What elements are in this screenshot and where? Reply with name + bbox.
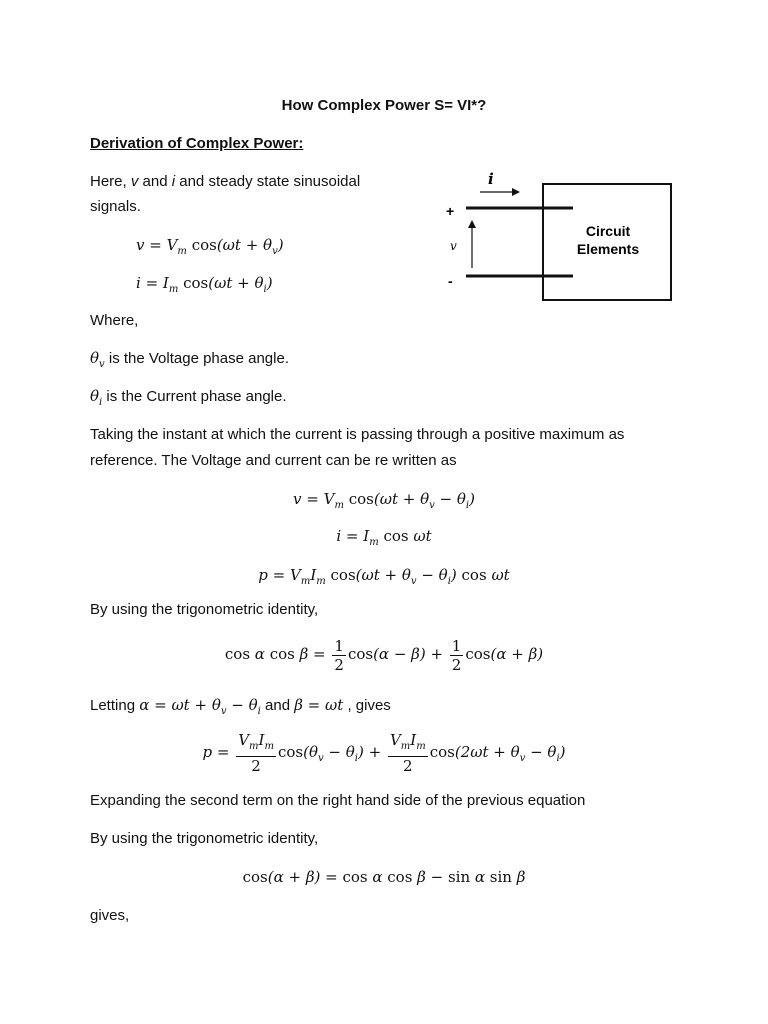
intro-v: v — [130, 173, 139, 190]
equation-voltage: $v = V_m$ $\cos(\omega t + \theta_v)$ — [136, 236, 284, 257]
letting-line: Letting $\alpha = \omega t + \theta_v - \theta_i$ and β = ωt , gives — [90, 696, 391, 717]
intro-and: and — [138, 173, 172, 190]
theta-v-line: $\theta_v$ is the Voltage phase angle. — [90, 349, 289, 370]
gives-text: gives, — [90, 907, 130, 924]
intro-text-a: Here, — [90, 173, 131, 190]
intro-line-1 — [90, 172, 360, 192]
equation-power-1: $p = V_mI_m$ $\cos(\omega t + \theta_v - \theta_i)$ cos ωt — [258, 566, 510, 587]
plus-sign: + — [446, 203, 455, 219]
equation-identity-1: cos α cos β = $\frac{1}{2}$ cos(α − β) + $\frac{1}{2}$ cos(α + β) — [224, 636, 544, 674]
trig-identity-text-2: By using the trigonometric identity, — [90, 830, 319, 847]
current-arrow-head — [512, 188, 520, 196]
intro-i: i — [171, 173, 176, 190]
letting-text: Letting — [90, 697, 140, 714]
expanding-text: Expanding the second term on the right hand side of the previous equation — [90, 792, 586, 809]
box-label-line-2: Elements — [576, 241, 640, 257]
voltage-arrow-head — [468, 220, 476, 228]
equation-identity-2: cos(α + β) = cos α cos β − sin α sin β — [242, 868, 526, 886]
box-label-line-1: Circuit — [585, 223, 631, 239]
taking-line-1: Taking the instant at which the current is passing through a positive maximum as — [90, 426, 625, 443]
circuit-diagram — [440, 170, 680, 310]
theta-v-desc: is the Voltage phase angle. — [104, 350, 289, 367]
page-title: How Complex Power S= VI*? — [281, 97, 487, 114]
letting-gives: , gives — [343, 697, 391, 714]
intro-text-b: and steady state sinusoidal — [175, 173, 361, 190]
equation-power-2: p = $\frac{V_mI_m}{2}$ $\cos(\theta_v - \theta_i)$ + $\frac{V_mI_m}{2}$ $\cos(2\omega t + \theta_v - \theta_i)$ — [202, 731, 566, 775]
where-text: Where, — [90, 312, 139, 329]
theta-i-desc: is the Current phase angle. — [102, 388, 287, 405]
equation-current-ref: $i = I_m$ cos ωt — [336, 527, 432, 548]
taking-line-2: reference. The Voltage and current can be re written as — [90, 452, 457, 469]
section-heading: Derivation of Complex Power: — [90, 135, 304, 152]
equation-voltage-ref: $v = V_m$ $\cos(\omega t + \theta_v - \theta_i)$ — [293, 490, 475, 511]
letting-and: and — [260, 697, 295, 714]
current-label: i — [488, 170, 494, 188]
intro-line-2: signals. — [90, 198, 141, 215]
minus-sign: - — [448, 273, 453, 289]
equation-current: $i = I_m$ $\cos(\omega t + \theta_i)$ — [136, 274, 273, 295]
theta-i-line: $\theta_i$ is the Current phase angle. — [90, 387, 287, 408]
voltage-label: v — [450, 239, 457, 253]
trig-identity-text-1: By using the trigonometric identity, — [90, 601, 319, 618]
